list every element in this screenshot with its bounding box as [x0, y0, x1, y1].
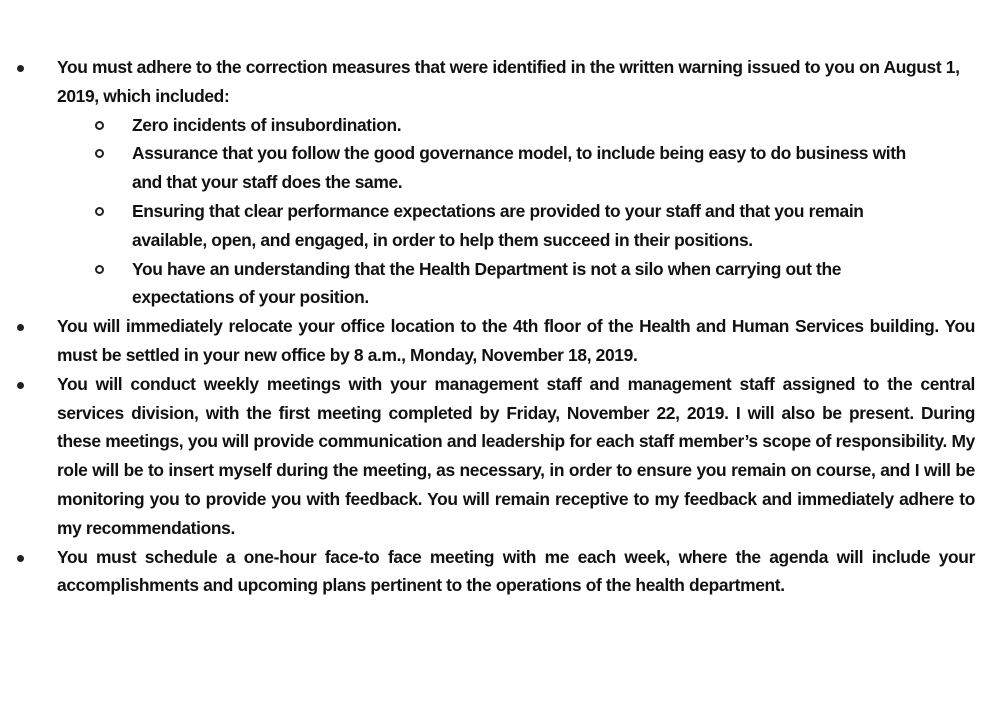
list-item-text: You will conduct weekly meetings with your management staff and management staff assigned to the central services division, with the first meeting completed by Friday, November 22, 2019. I will also be present. During these meetings, you will provide communication and leadership for each staff member’s scope of responsibility. My role will be to insert myself during the meeting, as necessary, in order to ensure you remain on course, and I will be monitoring you to provide you with feedback. You will remain receptive to my feedback and immediately adhere to my recommendations. [57, 373, 975, 538]
list-item-office-relocation [17, 312, 975, 370]
list-item-one-hour-meeting [17, 543, 975, 601]
sub-list-item-text: Assurance that you follow the good governance model, to include being easy to do business with and that your staff does the same. [132, 143, 906, 193]
hollow-circle-bullet-icon [95, 149, 104, 158]
list-item-text: You must adhere to the correction measures that were identified in the written warning issued to you on August 1, 2019, which included: [57, 57, 960, 106]
hollow-circle-bullet-icon [95, 207, 104, 216]
hollow-circle-bullet-icon [95, 121, 104, 130]
bullet-icon [17, 555, 24, 562]
sub-list-item [92, 111, 912, 140]
bullet-icon [17, 382, 24, 389]
hollow-circle-bullet-icon [95, 265, 104, 274]
sub-list-item-text: Zero incidents of insubordination. [132, 114, 402, 135]
bullet-icon [17, 65, 24, 72]
correction-measures-sublist [92, 111, 912, 313]
list-item-correction-measures [17, 53, 975, 312]
sub-list-item [92, 197, 912, 255]
list-item-text: You will immediately relocate your office location to the 4th floor of the Health and Human Services building. You must be settled in your new office by 8 a.m., Monday, November 18, 2019. [57, 316, 975, 365]
list-item-text: You must schedule a one-hour face-to face meeting with me each week, where the agenda will include your accomplishments and upcoming plans pertinent to the operations of the health department. [57, 546, 975, 596]
list-item-weekly-meetings [17, 370, 975, 543]
requirements-list [17, 53, 975, 600]
bullet-icon [17, 324, 24, 331]
sub-list-item [92, 255, 912, 313]
sub-list-item-text: Ensuring that clear performance expectations are provided to your staff and that you remain available, open, and engaged, in order to help them succeed in their positions. [132, 200, 864, 250]
sub-list-item-text: You have an understanding that the Health Department is not a silo when carrying out the expectations of your position. [132, 258, 842, 308]
sub-list-item [92, 139, 912, 197]
